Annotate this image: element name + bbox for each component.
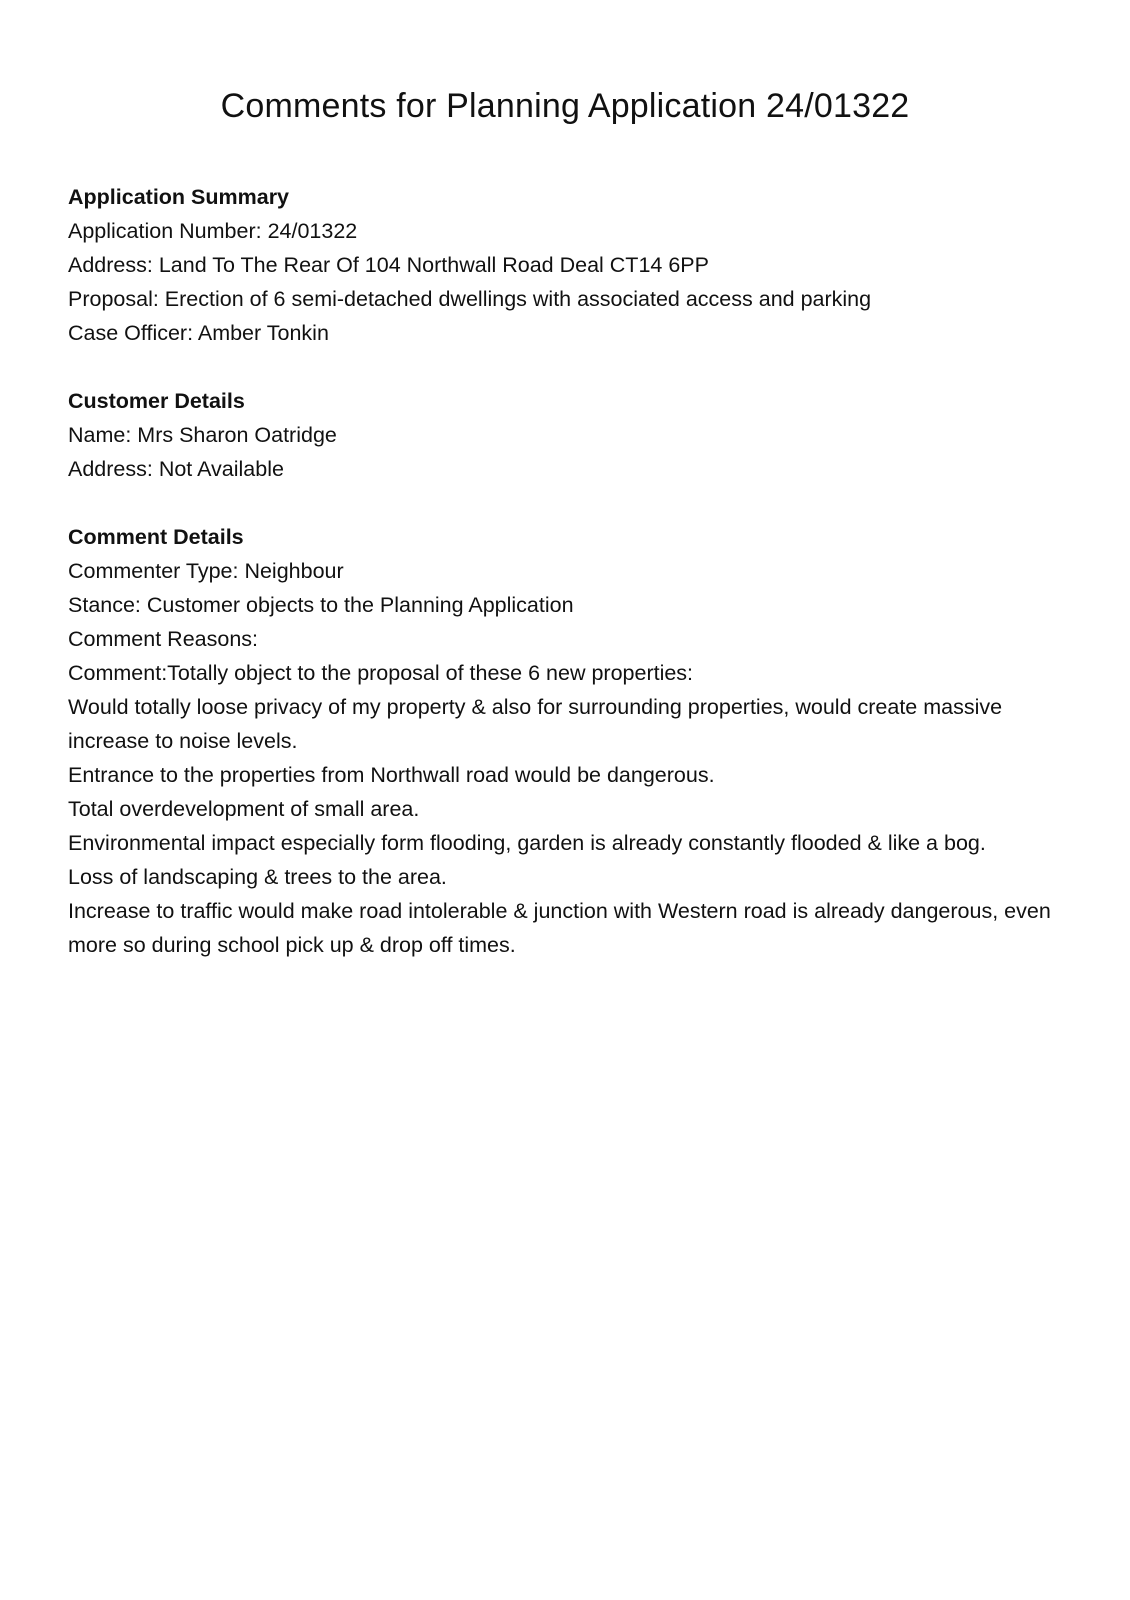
- page-title: Comments for Planning Application 24/01322: [220, 87, 910, 125]
- customer-details-section: [68, 384, 1068, 486]
- application-number: Application Number: 24/01322: [68, 219, 358, 243]
- comment-line: Total overdevelopment of small area.: [68, 797, 420, 821]
- customer-details-heading: Customer Details: [68, 389, 245, 413]
- comment-line: Loss of landscaping & trees to the area.: [68, 865, 447, 889]
- comment-line: Increase to traffic would make road intolerable & junction with Western road is already dangerous, even more so during school pick up & drop off times.: [68, 899, 1051, 957]
- comment-line: Entrance to the properties from Northwall road would be dangerous.: [68, 763, 715, 787]
- commenter-type: Commenter Type: Neighbour: [68, 559, 344, 583]
- comment-line: Comment:Totally object to the proposal of these 6 new properties:: [68, 661, 694, 685]
- case-officer: Case Officer: Amber Tonkin: [68, 321, 329, 345]
- application-proposal: Proposal: Erection of 6 semi-detached dwellings with associated access and parking: [68, 287, 872, 311]
- comment-details-section: [68, 520, 1068, 962]
- comment-line: Environmental impact especially form flooding, garden is already constantly flooded & like a bog.: [68, 831, 986, 855]
- comment-details-heading: Comment Details: [68, 525, 244, 549]
- document-body: [68, 180, 1068, 996]
- application-summary-heading: Application Summary: [68, 185, 290, 209]
- application-address: Address: Land To The Rear Of 104 Northwall Road Deal CT14 6PP: [68, 253, 709, 277]
- customer-name: Name: Mrs Sharon Oatridge: [68, 423, 337, 447]
- stance: Stance: Customer objects to the Planning Application: [68, 593, 574, 617]
- comment-reasons: Comment Reasons:: [68, 627, 258, 651]
- comment-line: Would totally loose privacy of my property & also for surrounding properties, would create massive increase to noise levels.: [68, 695, 1003, 753]
- application-summary-section: [68, 180, 1068, 350]
- customer-address: Address: Not Available: [68, 457, 284, 481]
